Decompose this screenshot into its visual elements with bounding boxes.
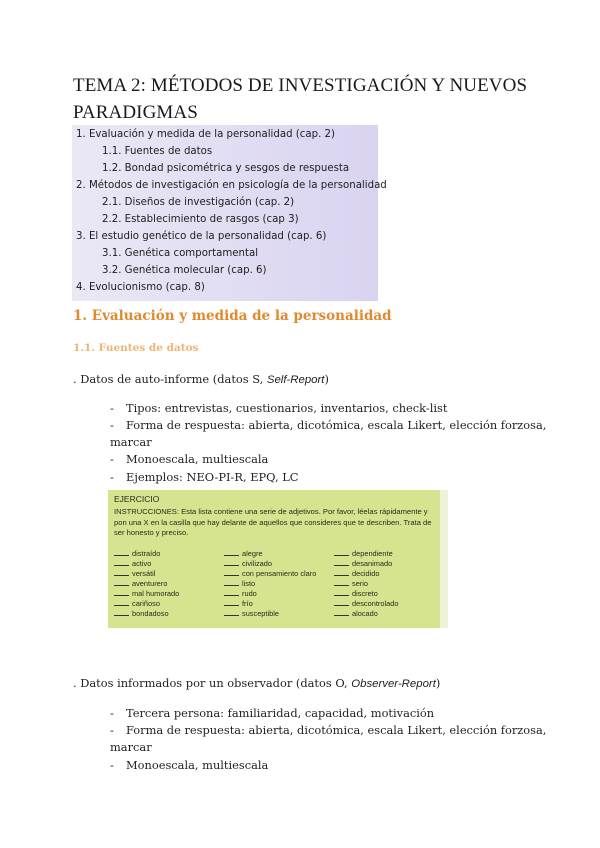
adjective-item: mal humorado [114, 589, 179, 599]
bullet-item: - Ejemplos: NEO-PI-R, EPQ, LC [110, 470, 299, 484]
bullet-text: Tercera persona: familiaridad, capacidad, motivación [126, 706, 435, 720]
toc-item[interactable]: 1. Evaluación y medida de la personalidad (cap. 2) [76, 129, 336, 140]
paragraph-text: . Datos de auto-informe (datos S, [73, 372, 267, 386]
exercise-image [108, 490, 448, 628]
adjective-item: dependiente [334, 549, 398, 559]
paragraph-text: . Datos informados por un observador (datos O, [73, 676, 352, 690]
adjective-item: listo [224, 579, 316, 589]
toc-item[interactable]: 1.2. Bondad psicométrica y sesgos de respuesta [102, 163, 350, 174]
bullet-continuation: marcar [110, 435, 152, 449]
adjective-item: frío [224, 599, 316, 609]
adjective-item: versátil [114, 569, 179, 579]
paragraph-italic-text: Self-Report [266, 374, 325, 386]
paragraph-text: ) [324, 372, 329, 386]
adjective-item: discreto [334, 589, 398, 599]
bullet-text: Ejemplos: NEO-PI-R, EPQ, LC [126, 470, 299, 484]
table-of-contents [72, 125, 387, 301]
adjective-item: activo [114, 559, 179, 569]
paragraph-text: ) [435, 676, 441, 690]
adjective-item: decidido [334, 569, 398, 579]
bullet-text: Forma de respuesta: abierta, dicotómica, escala Likert, elección forzosa, [126, 418, 547, 432]
adjective-item: aventurero [114, 579, 179, 589]
bullet-item: - Tercera persona: familiaridad, capacidad, motivación [110, 706, 435, 720]
bullet-item: - Forma de respuesta: abierta, dicotómica, escala Likert, elección forzosa, [110, 418, 547, 432]
toc-item[interactable]: 4. Evolucionismo (cap. 8) [76, 282, 205, 293]
bullet-text: Monoescala, multiescala [126, 758, 269, 772]
section-heading: 1. Evaluación y medida de la personalidad [73, 308, 392, 324]
subsection-heading: 1.1. Fuentes de datos [73, 342, 199, 354]
adjective-item: susceptible [224, 609, 316, 619]
title-line-2: PARADIGMAS [73, 102, 198, 123]
adjective-item: rudo [224, 589, 316, 599]
exercise-column-1 [114, 549, 179, 619]
toc-item[interactable]: 2.1. Diseños de investigación (cap. 2) [102, 197, 295, 208]
toc-item[interactable]: 3.2. Genética molecular (cap. 6) [102, 265, 267, 276]
adjective-item: alegre [224, 549, 316, 559]
bullet-text: Tipos: entrevistas, cuestionarios, inventarios, check-list [126, 401, 448, 415]
bullet-text: Monoescala, multiescala [126, 452, 269, 466]
page-title [73, 72, 543, 126]
exercise-instructions: INSTRUCCIONES: Esta lista contiene una serie de adjetivos. Por favor, léelas rápidamente y pon una X en la casilla que hay delante de aquellos que consideres que te describen. Trata de ser honesto y preciso. [114, 507, 432, 537]
toc-item[interactable]: 2. Métodos de investigación en psicología de la personalidad [76, 180, 387, 191]
adjective-item: descontrolado [334, 599, 398, 609]
adjective-item: con pensamiento claro [224, 569, 316, 579]
toc-item[interactable]: 3. El estudio genético de la personalidad (cap. 6) [76, 231, 327, 242]
exercise-title: EJERCICIO [114, 494, 160, 504]
adjective-item: civilizado [224, 559, 316, 569]
adjective-item: serio [334, 579, 398, 589]
title-line-1: TEMA 2: MÉTODOS DE INVESTIGACIÓN Y NUEVOS [73, 75, 528, 96]
exercise-column-2 [224, 549, 316, 619]
bullet-item: - Monoescala, multiescala [110, 452, 269, 466]
bullet-text: Forma de respuesta: abierta, dicotómica, escala Likert, elección forzosa, [126, 723, 547, 737]
adjective-item: alocado [334, 609, 398, 619]
adjective-item: bondadoso [114, 609, 179, 619]
exercise-column-3 [334, 549, 398, 619]
adjective-item: desanimado [334, 559, 398, 569]
bullet-item: - Monoescala, multiescala [110, 758, 269, 772]
toc-item[interactable]: 1.1. Fuentes de datos [102, 146, 213, 157]
bullet-item: - Tipos: entrevistas, cuestionarios, inventarios, check-list [110, 401, 448, 415]
bullet-continuation: marcar [110, 740, 152, 754]
paragraph-italic-text: Observer-Report [351, 678, 436, 690]
bullet-item: - Forma de respuesta: abierta, dicotómica, escala Likert, elección forzosa, [110, 723, 547, 737]
adjective-item: distraído [114, 549, 179, 559]
observer-report-paragraph [73, 676, 440, 690]
adjective-item: cariñoso [114, 599, 179, 609]
self-report-paragraph [73, 372, 329, 386]
toc-item[interactable]: 3.1. Genética comportamental [102, 248, 259, 259]
toc-item[interactable]: 2.2. Establecimiento de rasgos (cap 3) [102, 214, 299, 225]
